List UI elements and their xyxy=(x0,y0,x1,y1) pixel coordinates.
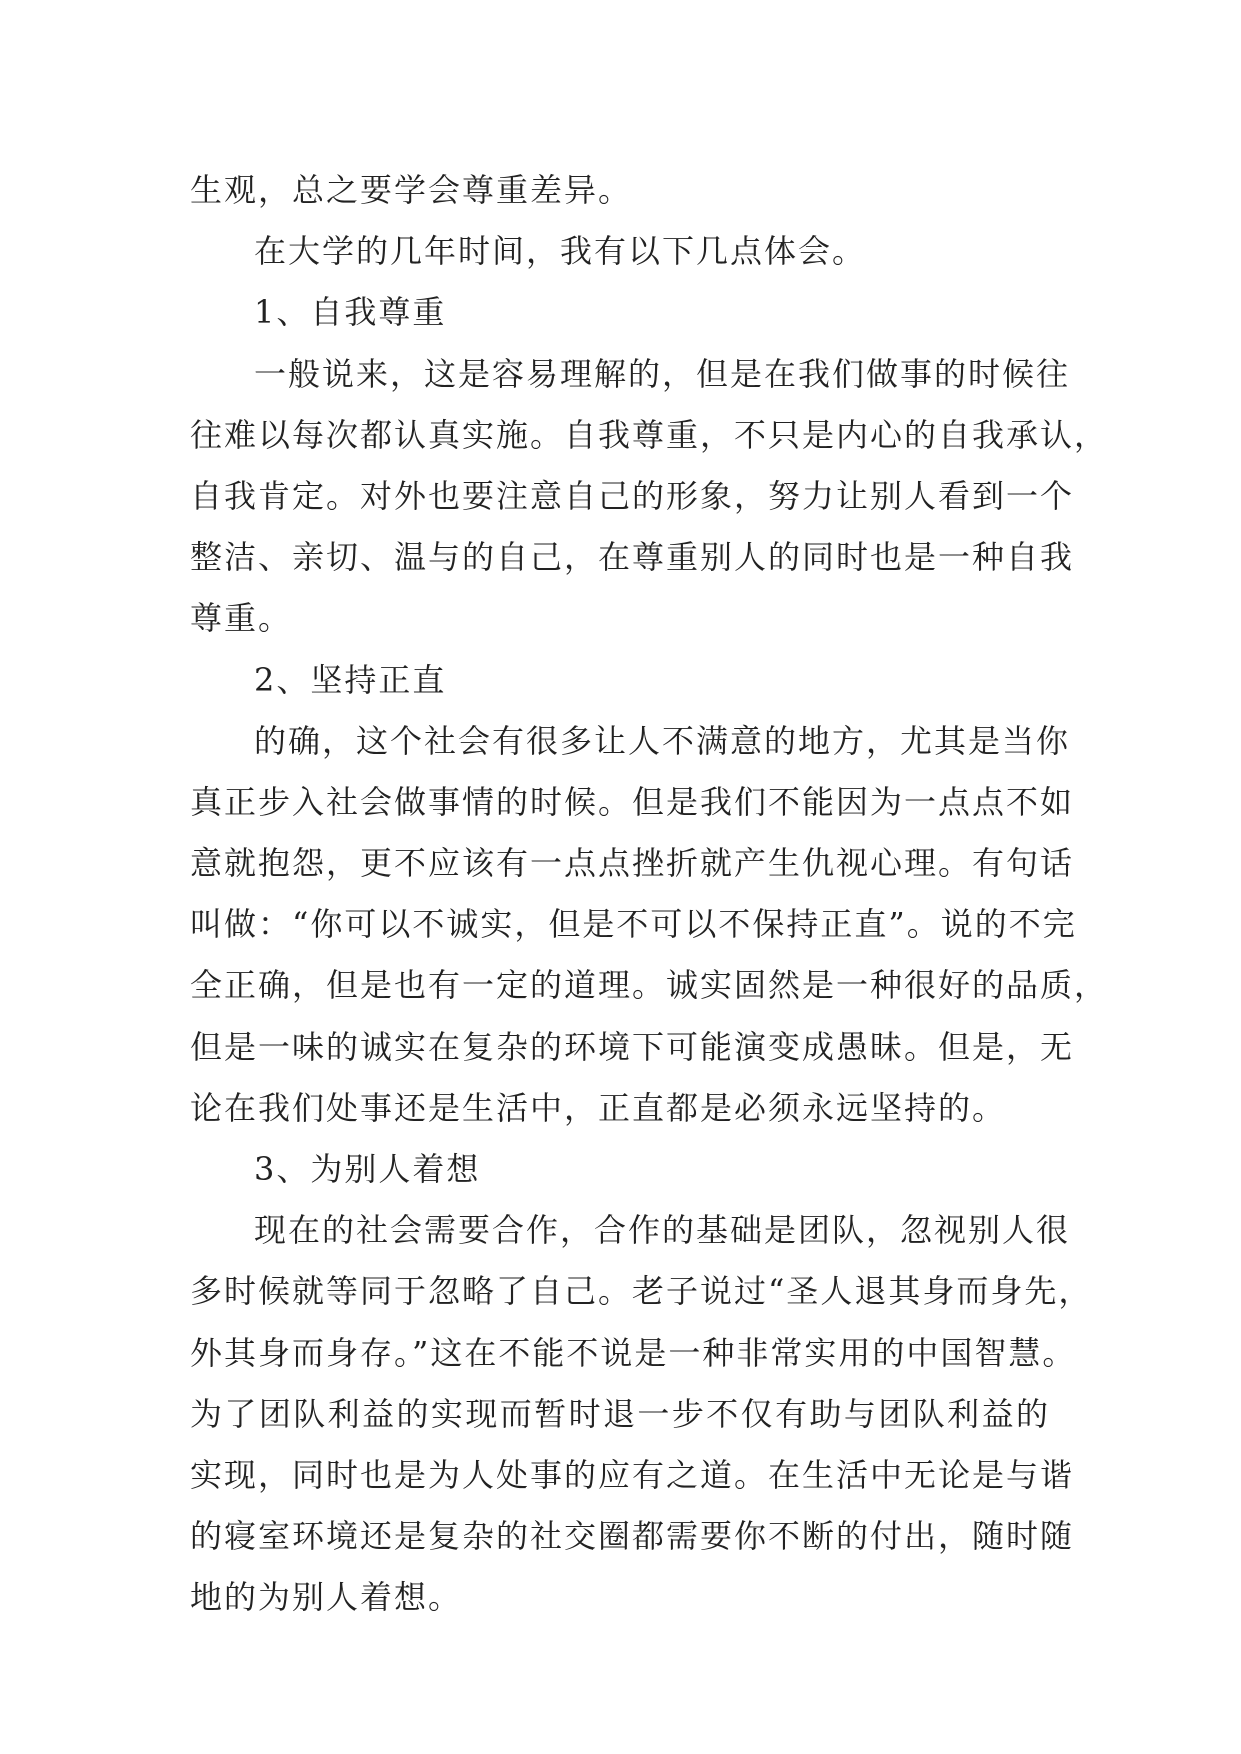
text-line: 自我肯定。对外也要注意自己的形象，努力让别人看到一个 xyxy=(190,476,1075,515)
text-line: 全正确，但是也有一定的道理。诚实固然是一种很好的品质， xyxy=(190,966,1109,1005)
text-line: 为了团队利益的实现而暂时退一步不仅有助与团队利益的 xyxy=(190,1394,1050,1433)
text-line: 现在的社会需要合作，合作的基础是团队，忽视别人很 xyxy=(254,1211,1071,1250)
text-line: 的确，这个社会有很多让人不满意的地方，尤其是当你 xyxy=(254,721,1071,760)
text-line: 往难以每次都认真实施。自我尊重，不只是内心的自我承认， xyxy=(190,415,1109,454)
text-line: 实现，同时也是为人处事的应有之道。在生活中无论是与谐 xyxy=(190,1455,1075,1494)
text-line: 一般说来，这是容易理解的，但是在我们做事的时候往 xyxy=(254,354,1071,393)
text-line: 在大学的几年时间，我有以下几点体会。 xyxy=(254,232,867,271)
text-line: 生观，总之要学会尊重差异。 xyxy=(190,171,633,209)
section-heading: 1、自我尊重 xyxy=(254,293,447,332)
text-line: 地的为别人着想。 xyxy=(190,1578,463,1617)
text-line: 意就抱怨，更不应该有一点点挫折就产生仇视心理。有句话 xyxy=(190,844,1075,883)
text-line: 整洁、亲切、温与的自己，在尊重别人的同时也是一种自我 xyxy=(190,538,1075,577)
document-body xyxy=(190,160,1109,1629)
text-line: 多时候就等同于忽略了自己。老子说过“圣人退其身而身先， xyxy=(190,1272,1093,1311)
text-line: 叫做：“你可以不诚实，但是不可以不保持正直”。说的不完 xyxy=(190,905,1077,944)
section-heading: 2、坚持正直 xyxy=(254,660,447,699)
text-line: 尊重。 xyxy=(190,599,293,638)
section-heading: 3、为别人着想 xyxy=(254,1150,481,1188)
text-line: 真正步入社会做事情的时候。但是我们不能因为一点点不如 xyxy=(190,782,1075,821)
text-line: 外其身而身存。”这在不能不说是一种非常实用的中国智慧。 xyxy=(190,1333,1077,1372)
text-line: 论在我们处事还是生活中，正直都是必须永远坚持的。 xyxy=(190,1088,1007,1127)
text-line: 的寝室环境还是复杂的社交圈都需要你不断的付出，随时随 xyxy=(190,1517,1075,1556)
text-line: 但是一味的诚实在复杂的环境下可能演变成愚昧。但是，无 xyxy=(190,1027,1075,1066)
